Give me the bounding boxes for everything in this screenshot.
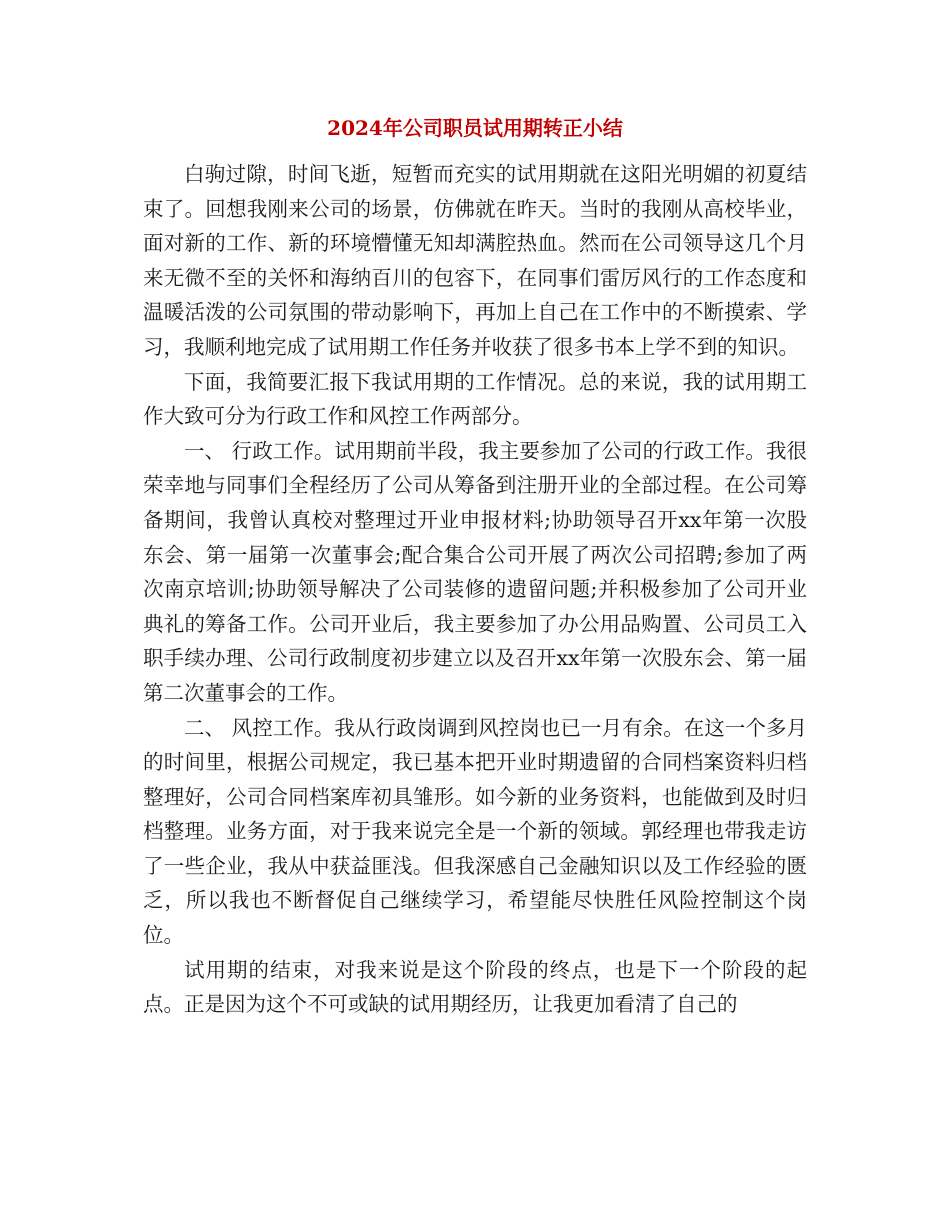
paragraph-admin-work: 一、 行政工作。试用期前半段，我主要参加了公司的行政工作。我很荣幸地与同事们全程经历了公司从筹备到注册开业的全部过程。在公司筹备期间，我曾认真校对整理过开业申报材料;协助领导召开xx年第一次股东会、第一届第一次董事会;配合集合公司开展了两次公司招聘;参加了两次南京培训;协助领导解决了公司装修的遗留问题;并积极参加了公司开业典礼的筹备工作。公司开业后，我主要参加了办公用品购置、公司员工入职手续办理、公司行政制度初步建立以及召开xx年第一次股东会、第一届第二次董事会的工作。 (143, 438, 807, 705)
document-title: 2024年公司职员试用期转正小结 (327, 116, 623, 140)
paragraph-conclusion: 试用期的结束，对我来说是这个阶段的终点，也是下一个阶段的起点。正是因为这个不可或缺的试用期经历，让我更加看清了自己的 (143, 957, 807, 1017)
document-body (143, 157, 807, 1022)
paragraph-overview: 下面，我简要汇报下我试用期的工作情况。总的来说，我的试用期工作大致可分为行政工作和风控工作两部分。 (143, 369, 807, 429)
paragraph-intro: 白驹过隙，时间飞逝，短暂而充实的试用期就在这阳光明媚的初夏结束了。回想我刚来公司的场景，仿佛就在昨天。当时的我刚从高校毕业，面对新的工作、新的环境懵懂无知却满腔热血。然而在公司领导这几个月来无微不至的关怀和海纳百川的包容下，在同事们雷厉风行的工作态度和温暖活泼的公司氛围的带动影响下，再加上自己在工作中的不断摸索、学习，我顺利地完成了试用期工作任务并收获了很多书本上学不到的知识。 (143, 162, 807, 359)
paragraph-risk-work: 二、 风控工作。我从行政岗调到风控岗也已一月有余。在这一个多月的时间里，根据公司规定，我已基本把开业时期遗留的合同档案资料归档整理好，公司合同档案库初具雏形。如今新的业务资料，也能做到及时归档整理。业务方面，对于我来说完全是一个新的领域。郭经理也带我走访了一些企业，我从中获益匪浅。但我深感自己金融知识以及工作经验的匮乏，所以我也不断督促自己继续学习，希望能尽快胜任风险控制这个岗位。 (143, 715, 807, 948)
